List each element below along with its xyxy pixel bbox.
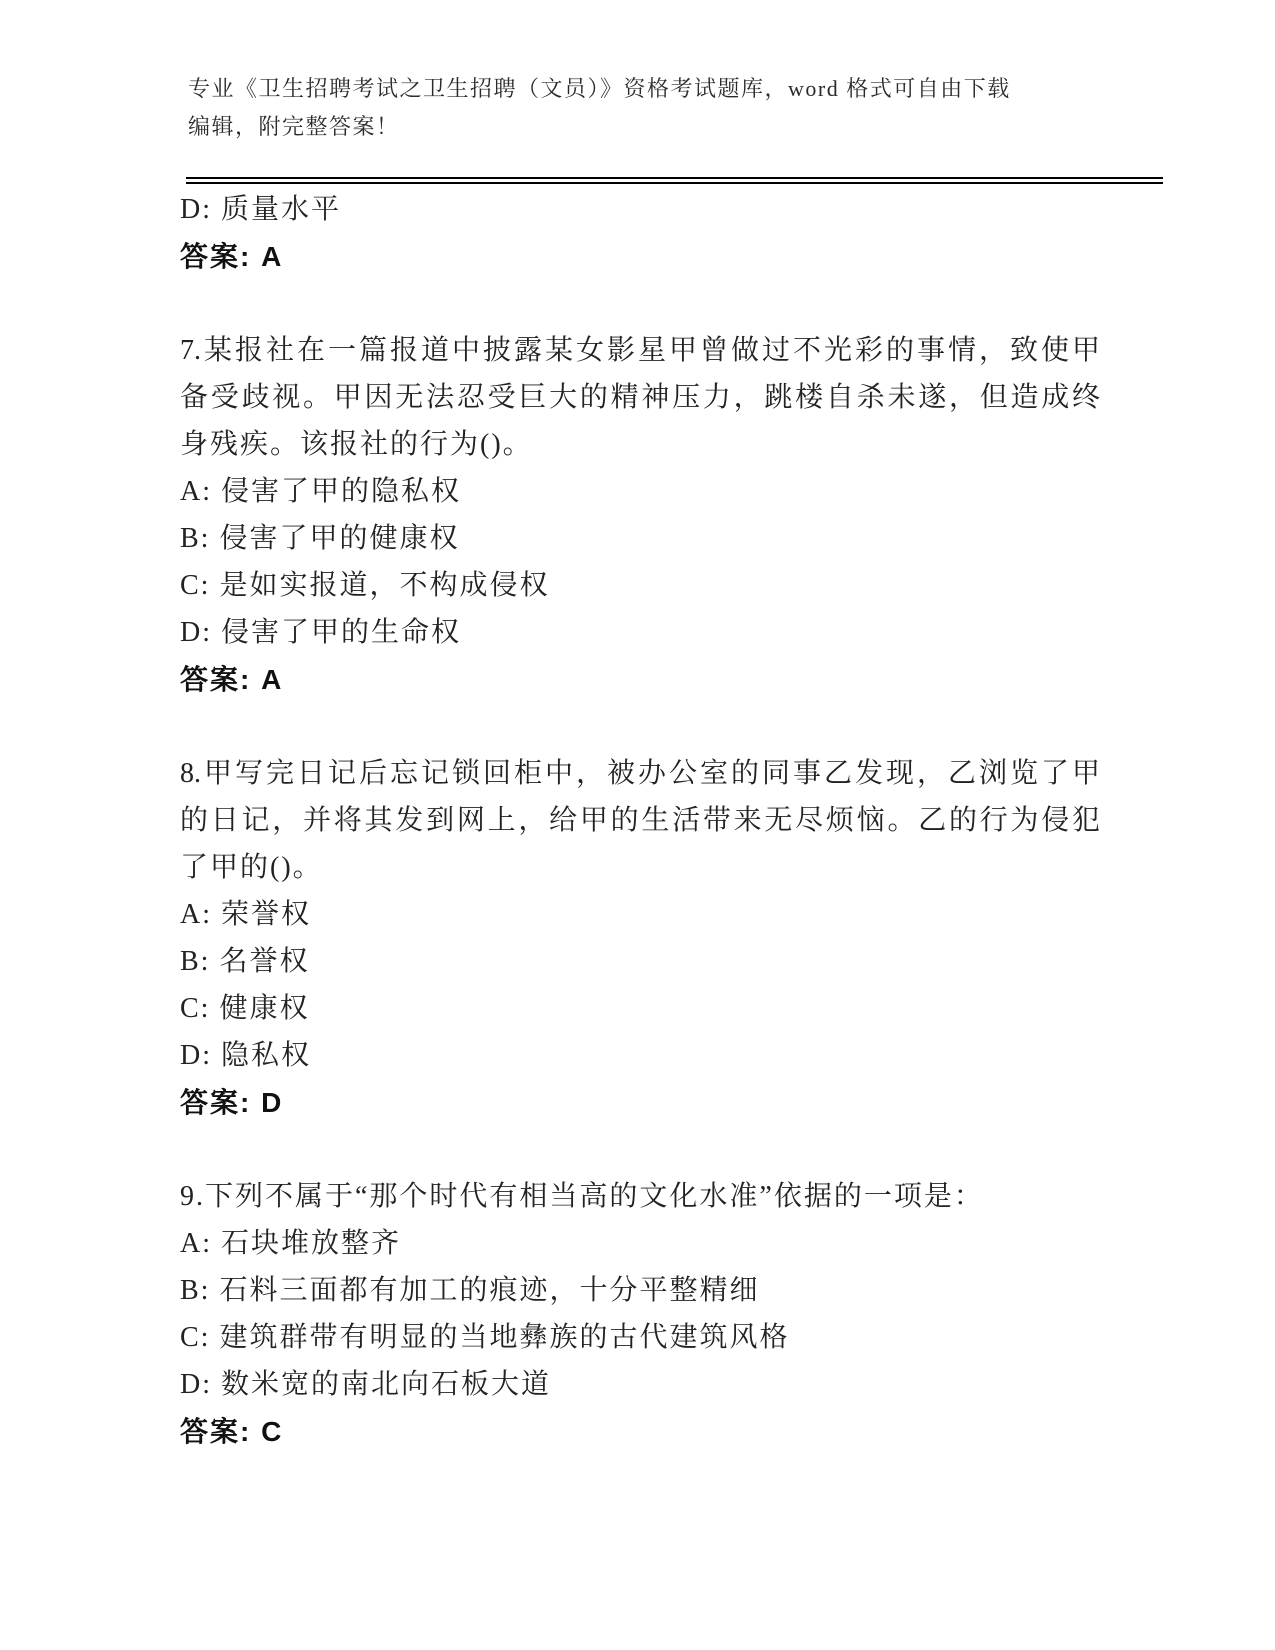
header-divider-double-rule [186,177,1163,184]
option-a: A: 石块堆放整齐 [180,1228,402,1259]
answer-line: 答案: D [180,1087,284,1118]
question-text-line: 的日记，并将其发到网上，给甲的生活带来无尽烦恼。乙的行为侵犯 [180,805,1100,836]
option-b: B: 名誉权 [180,946,310,977]
answer-line: 答案: A [180,664,284,695]
question-text-line: 7.某报社在一篇报道中披露某女影星甲曾做过不光彩的事情，致使甲 [180,335,1100,366]
question-7 [180,327,1100,703]
header-text-line1: 专业《卫生招聘考试之卫生招聘（文员）》资格考试题库，word 格式可自由下载 [188,76,1011,101]
question-text-line: 身残疾。该报社的行为()。 [180,429,533,460]
question-text-line: 9.下列不属于“那个时代有相当高的文化水准”依据的一项是： [180,1181,984,1212]
header-text-line2: 编辑，附完整答案！ [188,114,400,139]
option-d: D: 隐私权 [180,1040,312,1071]
question-text-line: 8.甲写完日记后忘记锁回柜中，被办公室的同事乙发现，乙浏览了甲 [180,758,1100,789]
question-text-line: 备受歧视。甲因无法忍受巨大的精神压力，跳楼自杀未遂，但造成终 [180,382,1100,413]
option-b: B: 石料三面都有加工的痕迹，十分平整精细 [180,1275,760,1306]
option-d: D: 质量水平 [180,194,342,225]
option-a: A: 荣誉权 [180,899,312,930]
option-a: A: 侵害了甲的隐私权 [180,476,462,507]
question-6-tail [180,186,1100,280]
option-c: C: 健康权 [180,993,310,1024]
option-c: C: 是如实报道，不构成侵权 [180,570,550,601]
option-d: D: 数米宽的南北向石板大道 [180,1369,552,1400]
option-b: B: 侵害了甲的健康权 [180,523,460,554]
option-c: C: 建筑群带有明显的当地彝族的古代建筑风格 [180,1322,790,1353]
question-8 [180,750,1100,1126]
answer-line: 答案: C [180,1416,284,1447]
question-9 [180,1173,1100,1455]
option-d: D: 侵害了甲的生命权 [180,617,462,648]
page-header [188,70,1163,146]
question-text-line: 了甲的()。 [180,852,323,883]
document-body [180,186,1100,1455]
answer-line: 答案: A [180,241,284,272]
